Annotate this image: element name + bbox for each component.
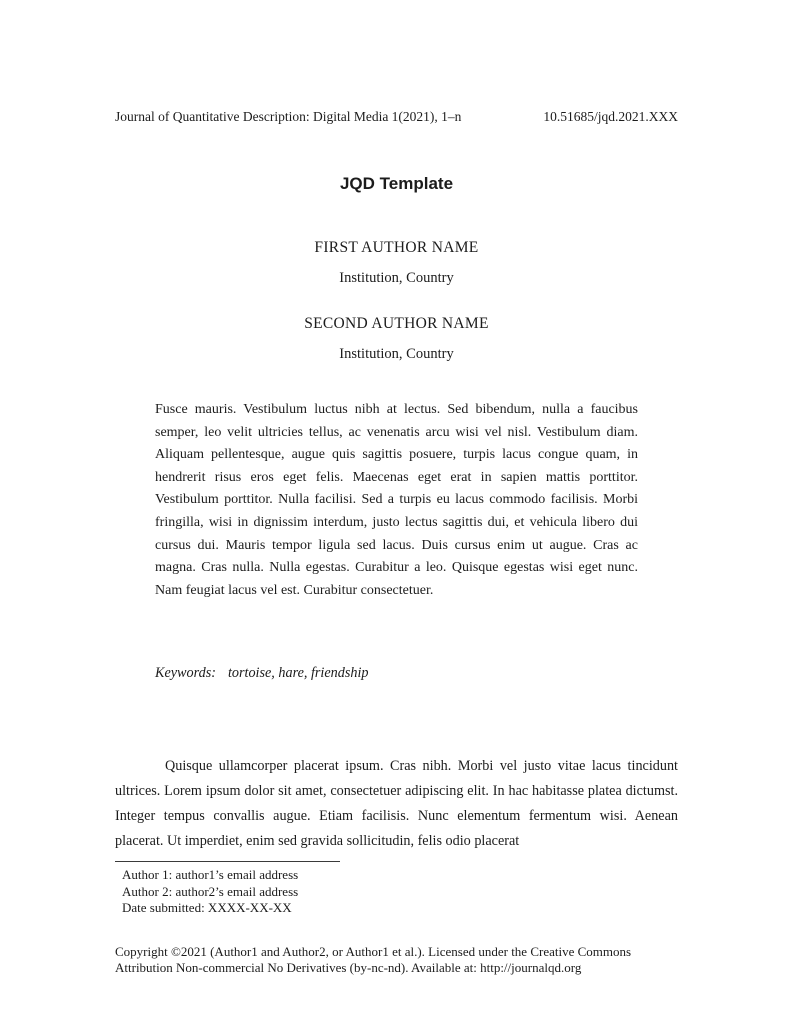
abstract-text: Fusce mauris. Vestibulum luctus nibh at lectus. Sed bibendum, nulla a faucibus semper, leo velit ultricies tellus, ac venenatis arcu wisi vel nisl. Vestibulum diam. Aliquam pellentesque, augue quis sagittis posuere, turpis lacus congue quam, in hendrerit risus eros eget felis. Maecenas eget erat in sapien mattis porttitor. Vestibulum porttitor. Nulla facilisi. Sed a turpis eu lacus commodo facilisis. Morbi fringilla, wisi in dignissim interdum, justo lectus sagittis dui, et vehicula libero dui cursus dui. Mauris tempor ligula sed lacus. Duis cursus enim ut augue. Cras ac magna. Cras nulla. Nulla egestas. Curabitur a leo. Quisque egestas wisi eget nunc. Nam feugiat lacus vel est. Curabitur consectetuer. [155, 402, 638, 598]
paper-title: JQD Template [339, 174, 454, 193]
keywords-label: Keywords: [155, 665, 216, 681]
footnote-rule [115, 861, 340, 862]
author-name: SECOND AUTHOR NAME [304, 315, 489, 332]
author-name: FIRST AUTHOR NAME [314, 239, 479, 256]
body-paragraph: Quisque ullamcorper placerat ipsum. Cras nibh. Morbi vel justo vitae lacus tincidunt ultrices. Lorem ipsum dolor sit amet, consectetuer adipiscing elit. In hac habitasse platea dictumst. Integer tempus convallis augue. Etiam facilisis. Nunc elementum fermentum wisi. Aenean placerat. Ut imperdiet, enim sed gravida sollicitudin, felis odio placerat [115, 758, 678, 849]
running-header [115, 108, 678, 125]
author-block [115, 314, 678, 363]
author-list [115, 238, 678, 363]
journal-citation: Journal of Quantitative Description: Digital Media 1(2021), 1–n [115, 109, 462, 124]
doi: 10.51685/jqd.2021.XXX [543, 109, 678, 124]
author-affiliation: Institution, Country [339, 270, 454, 286]
footnote-block [115, 867, 678, 917]
footnote-author2-email: Author 2: author2’s email address [122, 883, 299, 899]
keywords-line [155, 664, 638, 682]
footnote-author1-email: Author 1: author1’s email address [122, 867, 299, 882]
copyright-footer: Copyright ©2021 (Author1 and Author2, or Author1 et al.). Licensed under the Creative Commons Attribution Non-commercial No Derivatives (by-nc-nd). Available at: http://journalqd.org [115, 943, 632, 975]
keywords-text: tortoise, hare, friendship [227, 665, 369, 681]
footnote-date-submitted: Date submitted: XXXX-XX-XX [122, 900, 292, 915]
author-affiliation: Institution, Country [339, 346, 454, 362]
author-block [115, 238, 678, 287]
